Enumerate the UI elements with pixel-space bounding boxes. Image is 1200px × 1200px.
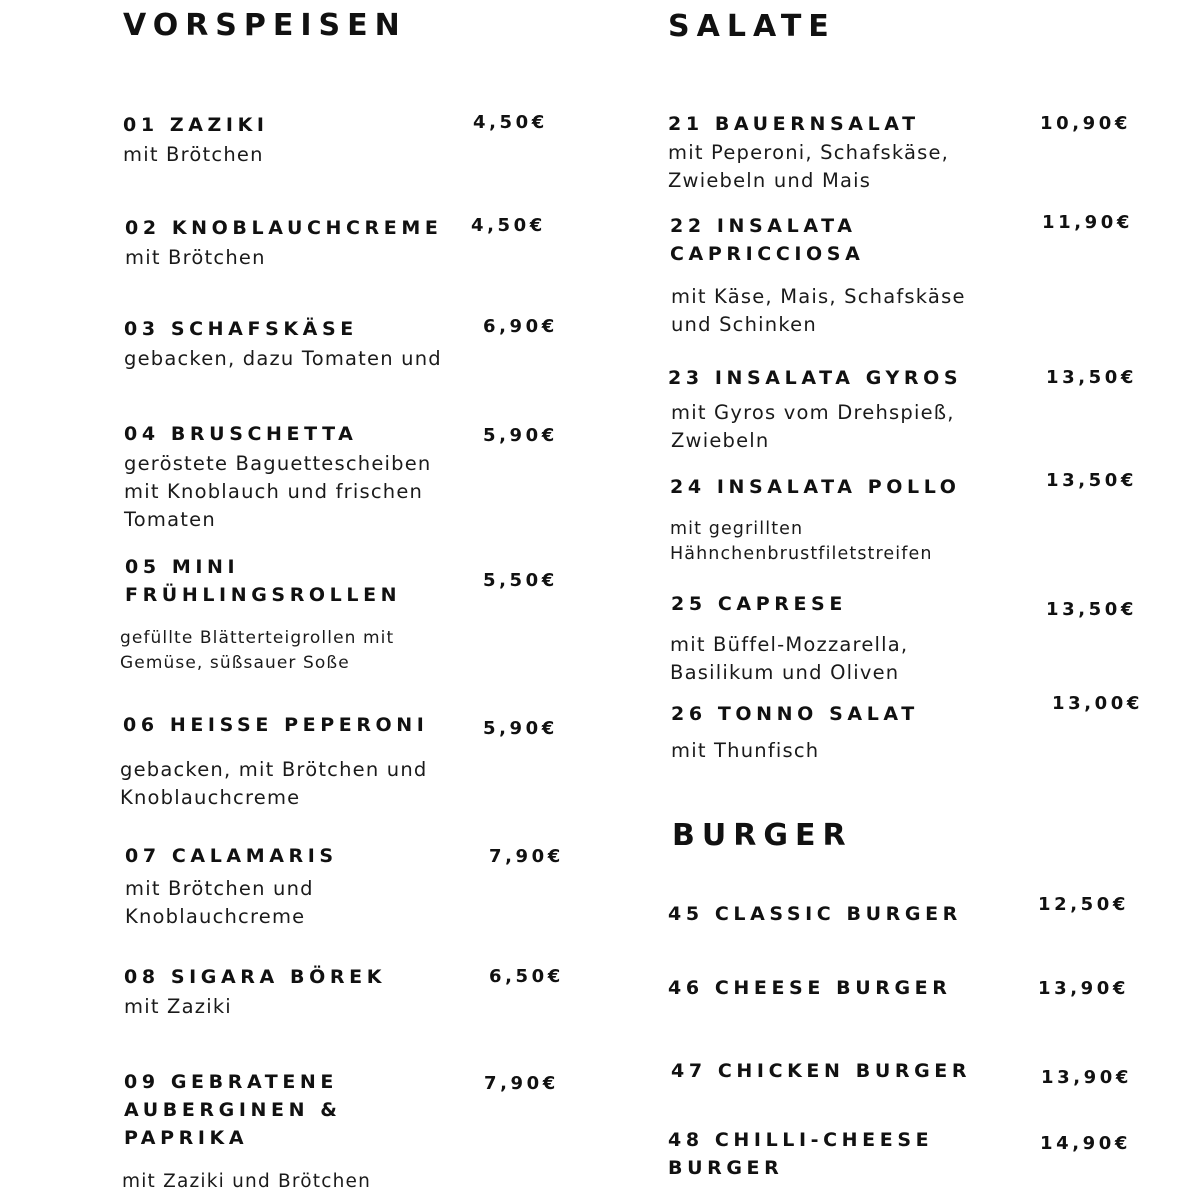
item-desc-21: mit Peperoni, Schafskäse, Zwiebeln und Mais — [668, 141, 950, 192]
item-name-07: 07 CALAMARIS — [125, 845, 338, 867]
section-title-salate: SALATE — [668, 9, 836, 44]
item-name-09: 09 GEBRATENE AUBERGINEN & PAPRIKA — [124, 1071, 342, 1149]
item-price-48: 14,90€ — [1040, 1133, 1132, 1154]
item-name-46: 46 CHEESE BURGER — [668, 977, 952, 999]
item-price-25: 13,50€ — [1046, 599, 1138, 620]
item-desc-06: gebacken, mit Brötchen und Knoblauchcreme — [120, 758, 428, 809]
item-desc-26: mit Thunfisch — [671, 739, 820, 762]
item-desc-09: mit Zaziki und Brötchen — [122, 1171, 372, 1192]
item-price-26: 13,00€ — [1052, 693, 1144, 714]
item-name-47: 47 CHICKEN BURGER — [671, 1060, 972, 1082]
item-desc-23: mit Gyros vom Drehspieß, Zwiebeln — [671, 401, 955, 452]
item-name-24: 24 INSALATA POLLO — [670, 476, 961, 498]
item-price-22: 11,90€ — [1042, 212, 1134, 233]
section-title-burger: BURGER — [672, 818, 853, 853]
item-name-08: 08 SIGARA BÖREK — [124, 966, 387, 988]
item-name-23: 23 INSALATA GYROS — [668, 367, 963, 389]
item-price-24: 13,50€ — [1046, 470, 1138, 491]
item-name-26: 26 TONNO SALAT — [671, 703, 919, 725]
item-price-06: 5,90€ — [483, 718, 558, 739]
item-name-25: 25 CAPRESE — [671, 593, 847, 615]
item-desc-22: mit Käse, Mais, Schafskäse und Schinken — [671, 285, 966, 336]
item-price-07: 7,90€ — [489, 846, 564, 867]
item-name-06: 06 HEISSE PEPERONI — [123, 714, 429, 736]
item-desc-01: mit Brötchen — [123, 143, 264, 166]
item-desc-25: mit Büffel-Mozzarella, Basilikum und Oliven — [670, 633, 909, 684]
item-name-03: 03 SCHAFSKÄSE — [124, 318, 358, 340]
section-title-vorspeisen: VORSPEISEN — [123, 8, 407, 43]
item-price-09: 7,90€ — [484, 1073, 559, 1094]
item-name-22: 22 INSALATA CAPRICCIOSA — [670, 215, 865, 265]
item-price-45: 12,50€ — [1038, 894, 1130, 915]
item-name-48: 48 CHILLI-CHEESE BURGER — [668, 1129, 934, 1179]
item-price-02: 4,50€ — [471, 215, 546, 236]
item-name-05: 05 MINI FRÜHLINGSROLLEN — [125, 556, 402, 606]
item-price-05: 5,50€ — [483, 570, 558, 591]
item-price-46: 13,90€ — [1038, 978, 1130, 999]
item-desc-07: mit Brötchen und Knoblauchcreme — [125, 877, 314, 928]
item-desc-05: gefüllte Blätterteigrollen mit Gemüse, süßsauer Soße — [120, 628, 395, 673]
item-price-47: 13,90€ — [1041, 1067, 1133, 1088]
item-price-01: 4,50€ — [473, 112, 548, 133]
item-price-04: 5,90€ — [483, 425, 558, 446]
item-name-01: 01 ZAZIKI — [123, 114, 269, 136]
item-desc-02: mit Brötchen — [125, 246, 266, 269]
item-desc-24: mit gegrillten Hähnchenbrustfiletstreifen — [670, 519, 933, 564]
item-price-21: 10,90€ — [1040, 113, 1132, 134]
item-name-45: 45 CLASSIC BURGER — [668, 903, 962, 925]
item-name-02: 02 KNOBLAUCHCREME — [125, 217, 443, 239]
item-desc-04: geröstete Baguettescheiben mit Knoblauch und frischen Tomaten — [124, 452, 432, 531]
item-price-23: 13,50€ — [1046, 367, 1138, 388]
item-name-04: 04 BRUSCHETTA — [124, 423, 358, 445]
item-price-03: 6,90€ — [483, 316, 558, 337]
item-name-21: 21 BAUERNSALAT — [668, 113, 920, 135]
item-desc-03: gebacken, dazu Tomaten und — [124, 347, 442, 370]
item-desc-08: mit Zaziki — [124, 995, 232, 1018]
item-price-08: 6,50€ — [489, 966, 564, 987]
